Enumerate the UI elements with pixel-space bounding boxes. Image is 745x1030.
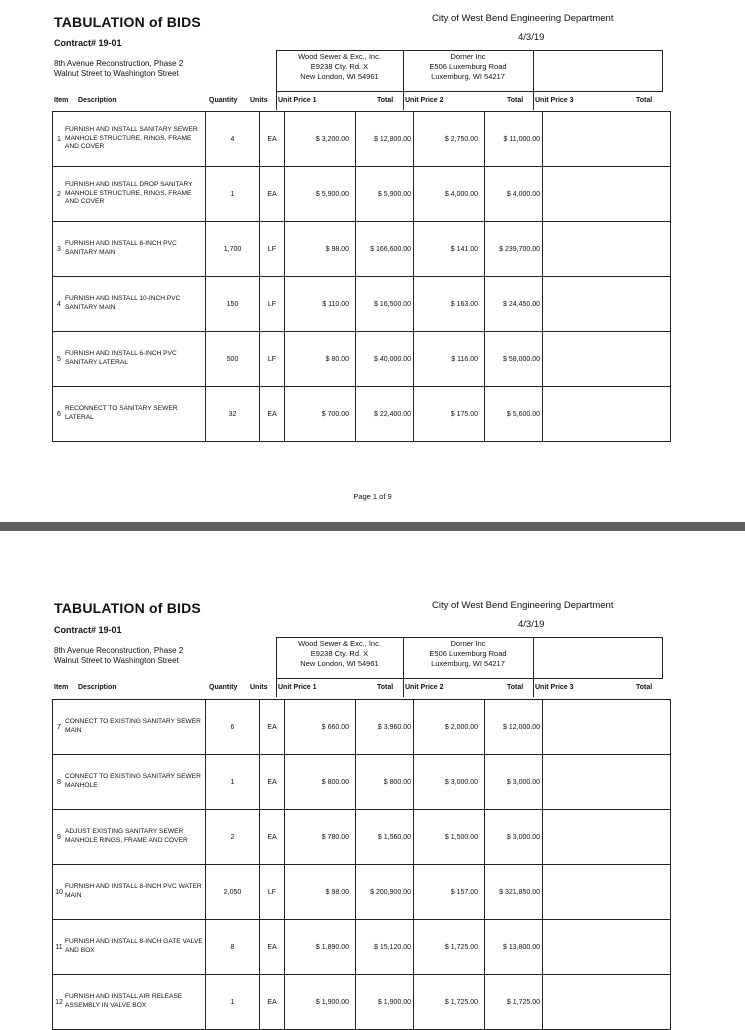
total-1: $ 5,900.00: [356, 167, 414, 222]
document-page-2: [0, 542, 745, 1024]
item-units: EA: [260, 387, 285, 442]
vendor-divider: [533, 50, 534, 92]
unit-price-2-cell: [414, 755, 485, 810]
total-1: $ 3,960.00: [356, 700, 414, 755]
item-quantity: 2,050: [206, 865, 260, 920]
project-description: [54, 646, 183, 666]
vendor-name: Wood Sewer & Exc., Inc.: [298, 52, 381, 61]
header-divider: [403, 679, 404, 697]
total-2: $ 13,800.00: [485, 920, 543, 975]
total-1: $ 200,900.00: [356, 865, 414, 920]
item-cell: [53, 387, 206, 442]
vendor-city: New London, WI 54961: [300, 72, 379, 81]
item-cell: [53, 920, 206, 975]
item-quantity: 32: [206, 387, 260, 442]
item-description: ADJUST EXISTING SANITARY SEWER MANHOLE RINGS, FRAME AND COVER: [65, 828, 188, 844]
vendor-3-empty-cell: [543, 865, 671, 920]
header-total-2: Total: [507, 684, 524, 691]
contract-number: Contract# 19-01: [54, 38, 122, 48]
project-description: [54, 59, 183, 79]
unit-price-1-cell: [285, 865, 356, 920]
unit-price-1-cell: [285, 755, 356, 810]
unit-price-2-cell: [414, 167, 485, 222]
vendor-name: Wood Sewer & Exc., Inc.: [298, 639, 381, 648]
item-description: FURNISH AND INSTALL 6-INCH PVC SANITARY LATERAL: [65, 350, 177, 366]
item-description: CONNECT TO EXISTING SANITARY SEWER MAIN: [65, 718, 201, 734]
total-1: $ 1,900.00: [356, 975, 414, 1030]
header-unit-price-2: Unit Price 2: [405, 97, 444, 104]
item-units: LF: [260, 865, 285, 920]
vendor-address: E506 Luxemburg Road: [429, 62, 507, 71]
header-divider: [533, 679, 534, 697]
unit-price-1: $ 780.00: [321, 833, 349, 841]
table-row: [53, 112, 671, 167]
unit-price-2: $ 3,000.00: [444, 778, 478, 786]
project-line-2: Walnut Street to Washington Street: [54, 656, 179, 665]
total-1: $ 1,560.00: [356, 810, 414, 865]
header-description: Description: [78, 684, 117, 691]
vendor-3-empty-cell: [543, 755, 671, 810]
item-quantity: 6: [206, 700, 260, 755]
table-row: [53, 810, 671, 865]
vendor-address: E9238 Cty. Rd. X: [310, 62, 369, 71]
header-total-2: Total: [507, 97, 524, 104]
item-cell: [53, 222, 206, 277]
unit-price-1-cell: [285, 387, 356, 442]
header-units: Units: [250, 97, 268, 104]
vendor-3-empty-cell: [543, 277, 671, 332]
unit-price-2-cell: [414, 975, 485, 1030]
item-description: FURNISH AND INSTALL 8-INCH PVC WATER MAIN: [65, 883, 202, 899]
item-units: LF: [260, 332, 285, 387]
header-item: Item: [54, 684, 69, 691]
item-cell: [53, 755, 206, 810]
table-row: [53, 277, 671, 332]
item-description: FURNISH AND INSTALL 8-INCH GATE VALVE AND BOX: [65, 938, 203, 954]
bid-date: 4/3/19: [518, 619, 545, 630]
unit-price-1: $ 5,900.00: [315, 190, 349, 198]
unit-price-1-cell: [285, 920, 356, 975]
item-quantity: 1,700: [206, 222, 260, 277]
total-2: $ 12,000.00: [485, 700, 543, 755]
item-number: 5: [57, 355, 61, 363]
item-units: LF: [260, 222, 285, 277]
item-description: FURNISH AND INSTALL 8-INCH PVC SANITARY MAIN: [65, 240, 177, 256]
item-units: EA: [260, 975, 285, 1030]
table-row: [53, 387, 671, 442]
header-divider: [533, 92, 534, 110]
unit-price-2-cell: [414, 112, 485, 167]
item-cell: [53, 332, 206, 387]
item-cell: [53, 810, 206, 865]
unit-price-1: $ 660.00: [321, 723, 349, 731]
item-description: FURNISH AND INSTALL AIR RELEASE ASSEMBLY IN VALVE BOX: [65, 993, 183, 1009]
total-1: $ 166,600.00: [356, 222, 414, 277]
header-total-1: Total: [377, 684, 394, 691]
header-total-3: Total: [636, 684, 653, 691]
item-number: 9: [57, 833, 61, 841]
header-unit-price-2: Unit Price 2: [405, 684, 444, 691]
unit-price-2: $ 157.00: [450, 888, 478, 896]
unit-price-2-cell: [414, 387, 485, 442]
total-2: $ 11,000.00: [485, 112, 543, 167]
unit-price-2: $ 1,725.00: [444, 943, 478, 951]
item-description: FURNISH AND INSTALL DROP SANITARY MANHOLE STRUCTURE, RINGS, FRAME AND COVER: [65, 181, 193, 206]
total-2: $ 4,000.00: [485, 167, 543, 222]
vendor-divider: [533, 637, 534, 679]
vendor-2: [403, 52, 533, 82]
header-quantity: Quantity: [209, 684, 238, 691]
page-separator: [0, 522, 745, 542]
doc-title: TABULATION of BIDS: [54, 600, 201, 616]
unit-price-1-cell: [285, 975, 356, 1030]
unit-price-2: $ 4,000.00: [444, 190, 478, 198]
header-unit-price-1: Unit Price 1: [278, 684, 317, 691]
vendor-3-empty-cell: [543, 387, 671, 442]
item-quantity: 8: [206, 920, 260, 975]
unit-price-1-cell: [285, 112, 356, 167]
total-2: $ 3,000.00: [485, 755, 543, 810]
total-2: $ 3,000.00: [485, 810, 543, 865]
unit-price-1: $ 3,200.00: [315, 135, 349, 143]
item-units: EA: [260, 700, 285, 755]
item-description: FURNISH AND INSTALL 10-INCH PVC SANITARY MAIN: [65, 295, 181, 311]
item-quantity: 1: [206, 755, 260, 810]
unit-price-2-cell: [414, 810, 485, 865]
header-divider: [276, 92, 277, 110]
vendor-3-empty-cell: [543, 332, 671, 387]
item-quantity: 1: [206, 167, 260, 222]
page-footer: Page 1 of 9: [353, 492, 392, 501]
header-total-3: Total: [636, 97, 653, 104]
vendor-3-empty-cell: [543, 112, 671, 167]
total-1: $ 22,400.00: [356, 387, 414, 442]
item-description: CONNECT TO EXISTING SANITARY SEWER MANHOLE: [65, 773, 201, 789]
unit-price-1: $ 110.00: [322, 300, 349, 308]
item-cell: [53, 975, 206, 1030]
item-quantity: 150: [206, 277, 260, 332]
unit-price-1-cell: [285, 810, 356, 865]
unit-price-2-cell: [414, 920, 485, 975]
vendor-name: Dorner Inc: [450, 639, 486, 648]
bid-table-body: [53, 700, 671, 1030]
total-1: $ 16,500.00: [356, 277, 414, 332]
item-cell: [53, 277, 206, 332]
unit-price-1-cell: [285, 277, 356, 332]
unit-price-1-cell: [285, 222, 356, 277]
vendor-name: Dorner Inc: [450, 52, 486, 61]
item-number: 11: [55, 943, 63, 951]
vendor-city: New London, WI 54961: [300, 659, 379, 668]
unit-price-2-cell: [414, 222, 485, 277]
vendor-3-empty-cell: [543, 222, 671, 277]
vendor-3-empty-cell: [543, 920, 671, 975]
department-name: City of West Bend Engineering Department: [432, 600, 614, 611]
vendor-2: [403, 639, 533, 669]
table-row: [53, 865, 671, 920]
header-item: Item: [54, 97, 69, 104]
vendor-1: [276, 52, 403, 82]
table-row: [53, 755, 671, 810]
vendor-3-empty-cell: [543, 167, 671, 222]
unit-price-2-cell: [414, 332, 485, 387]
item-number: 3: [57, 245, 61, 253]
unit-price-2-cell: [414, 700, 485, 755]
table-row: [53, 920, 671, 975]
unit-price-1: $ 700.00: [321, 410, 349, 418]
unit-price-1: $ 98.00: [325, 888, 349, 896]
unit-price-2-cell: [414, 277, 485, 332]
item-number: 8: [57, 778, 61, 786]
page-separator-bar: [0, 522, 745, 531]
bid-table-body: [53, 112, 671, 442]
item-units: EA: [260, 810, 285, 865]
total-1: $ 15,120.00: [356, 920, 414, 975]
unit-price-1: $ 1,890.00: [315, 943, 349, 951]
header-unit-price-3: Unit Price 3: [535, 97, 574, 104]
vendor-address: E506 Luxemburg Road: [429, 649, 507, 658]
unit-price-1: $ 800.00: [321, 778, 349, 786]
item-units: EA: [260, 112, 285, 167]
header-units: Units: [250, 684, 268, 691]
item-number: 7: [57, 723, 61, 731]
vendor-city: Luxemburg, WI 54217: [431, 659, 505, 668]
total-2: $ 5,600.00: [485, 387, 543, 442]
unit-price-2: $ 2,750.00: [444, 135, 478, 143]
item-number: 1: [57, 135, 61, 143]
project-line-1: 8th Avenue Reconstruction, Phase 2: [54, 59, 184, 68]
item-units: EA: [260, 920, 285, 975]
item-cell: [53, 112, 206, 167]
item-quantity: 1: [206, 975, 260, 1030]
project-line-1: 8th Avenue Reconstruction, Phase 2: [54, 646, 184, 655]
item-number: 12: [55, 998, 63, 1006]
bid-table: [52, 699, 671, 1030]
item-number: 4: [57, 300, 61, 308]
vendor-3-empty-cell: [543, 700, 671, 755]
unit-price-1-cell: [285, 700, 356, 755]
total-2: $ 1,725.00: [485, 975, 543, 1030]
item-quantity: 4: [206, 112, 260, 167]
item-units: LF: [260, 277, 285, 332]
item-number: 2: [57, 190, 61, 198]
item-quantity: 2: [206, 810, 260, 865]
header-divider: [276, 679, 277, 697]
unit-price-2-cell: [414, 865, 485, 920]
unit-price-2: $ 141.00: [450, 245, 478, 253]
table-row: [53, 332, 671, 387]
vendor-city: Luxemburg, WI 54217: [431, 72, 505, 81]
vendor-3-empty-cell: [543, 975, 671, 1030]
unit-price-2: $ 1,725.00: [444, 998, 478, 1006]
bid-date: 4/3/19: [518, 32, 545, 43]
unit-price-1-cell: [285, 167, 356, 222]
item-cell: [53, 865, 206, 920]
unit-price-2: $ 116.00: [451, 355, 478, 363]
contract-number: Contract# 19-01: [54, 625, 122, 635]
header-quantity: Quantity: [209, 97, 238, 104]
total-2: $ 239,700.00: [485, 222, 543, 277]
vendor-1: [276, 639, 403, 669]
item-units: EA: [260, 167, 285, 222]
bid-table: [52, 111, 671, 442]
item-description: FURNISH AND INSTALL SANITARY SEWER MANHOLE STRUCTURE, RINGS, FRAME AND COVER: [65, 126, 198, 151]
item-cell: [53, 167, 206, 222]
doc-title: TABULATION of BIDS: [54, 14, 201, 30]
unit-price-1: $ 98.00: [325, 245, 349, 253]
item-number: 6: [57, 410, 61, 418]
header-divider: [403, 92, 404, 110]
department-name: City of West Bend Engineering Department: [432, 13, 614, 24]
table-row: [53, 167, 671, 222]
total-1: $ 800.00: [356, 755, 414, 810]
vendor-3-empty-cell: [543, 810, 671, 865]
unit-price-2: $ 175.00: [450, 410, 478, 418]
vendor-address: E9238 Cty. Rd. X: [310, 649, 369, 658]
unit-price-2: $ 163.00: [450, 300, 478, 308]
item-quantity: 500: [206, 332, 260, 387]
item-number: 10: [55, 888, 63, 896]
header-total-1: Total: [377, 97, 394, 104]
header-unit-price-3: Unit Price 3: [535, 684, 574, 691]
item-cell: [53, 700, 206, 755]
total-2: $ 24,450.00: [485, 277, 543, 332]
total-2: $ 58,000.00: [485, 332, 543, 387]
table-row: [53, 222, 671, 277]
table-row: [53, 975, 671, 1030]
total-2: $ 321,850.00: [485, 865, 543, 920]
table-row: [53, 700, 671, 755]
item-description: RECONNECT TO SANITARY SEWER LATERAL: [65, 405, 178, 421]
header-unit-price-1: Unit Price 1: [278, 97, 317, 104]
unit-price-1: $ 1,900.00: [315, 998, 349, 1006]
total-1: $ 12,800.00: [356, 112, 414, 167]
unit-price-1: $ 80.00: [325, 355, 349, 363]
item-units: EA: [260, 755, 285, 810]
project-line-2: Walnut Street to Washington Street: [54, 69, 179, 78]
unit-price-2: $ 1,500.00: [444, 833, 478, 841]
total-1: $ 40,000.00: [356, 332, 414, 387]
unit-price-2: $ 2,000.00: [444, 723, 478, 731]
unit-price-1-cell: [285, 332, 356, 387]
header-description: Description: [78, 97, 117, 104]
